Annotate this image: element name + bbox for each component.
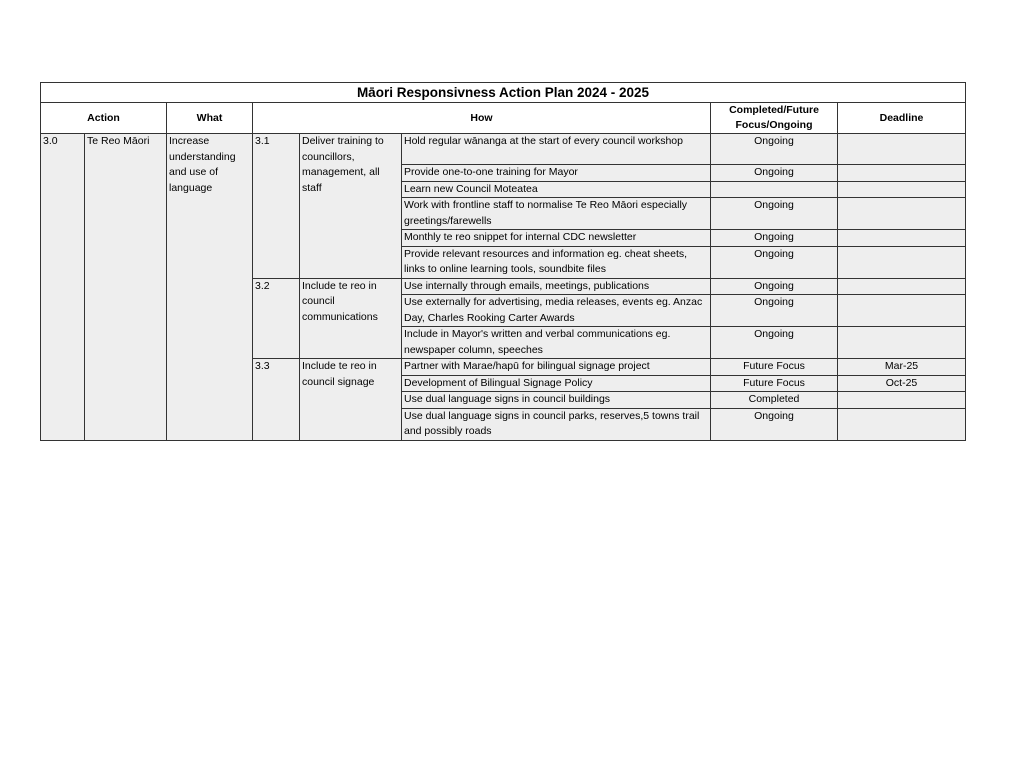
group-number: 3.2	[253, 278, 300, 359]
deadline-cell: Oct-25	[838, 375, 966, 392]
deadline-cell	[838, 327, 966, 359]
status-cell: Ongoing	[711, 230, 838, 247]
deadline-cell	[838, 295, 966, 327]
status-cell: Ongoing	[711, 246, 838, 278]
status-cell: Ongoing	[711, 295, 838, 327]
deadline-cell	[838, 278, 966, 295]
deadline-cell	[838, 181, 966, 198]
how-item: Use dual language signs in council buildings	[402, 392, 711, 409]
group-description: Include te reo in council communications	[300, 278, 402, 359]
how-item: Provide one-to-one training for Mayor	[402, 165, 711, 182]
status-cell: Ongoing	[711, 134, 838, 165]
status-cell: Ongoing	[711, 165, 838, 182]
how-item: Use externally for advertising, media releases, events eg. Anzac Day, Charles Rooking Carter Awards	[402, 295, 711, 327]
deadline-cell	[838, 246, 966, 278]
status-cell: Future Focus	[711, 359, 838, 376]
header-status: Completed/Future Focus/Ongoing	[711, 103, 838, 134]
status-cell: Ongoing	[711, 278, 838, 295]
how-item: Hold regular wānanga at the start of every council workshop	[402, 134, 711, 165]
deadline-cell	[838, 230, 966, 247]
header-what: What	[167, 103, 253, 134]
action-plan-table	[40, 82, 966, 441]
deadline-cell	[838, 165, 966, 182]
deadline-cell	[838, 134, 966, 165]
what-text: Increase understanding and use of language	[167, 134, 253, 441]
how-item: Use dual language signs in council parks, reserves,5 towns trail and possibly roads	[402, 408, 711, 440]
table-row	[41, 134, 966, 165]
action-number: 3.0	[41, 134, 85, 441]
deadline-cell	[838, 392, 966, 409]
group-number: 3.1	[253, 134, 300, 279]
group-description: Deliver training to councillors, management, all staff	[300, 134, 402, 279]
status-cell: Completed	[711, 392, 838, 409]
how-item: Partner with Marae/hapū for bilingual signage project	[402, 359, 711, 376]
status-cell: Ongoing	[711, 327, 838, 359]
group-description: Include te reo in council signage	[300, 359, 402, 441]
status-cell	[711, 181, 838, 198]
status-cell: Ongoing	[711, 198, 838, 230]
header-deadline: Deadline	[838, 103, 966, 134]
how-item: Learn new Council Moteatea	[402, 181, 711, 198]
deadline-cell: Mar-25	[838, 359, 966, 376]
how-item: Work with frontline staff to normalise Te Reo Māori especially greetings/farewells	[402, 198, 711, 230]
header-how: How	[253, 103, 711, 134]
how-item: Monthly te reo snippet for internal CDC newsletter	[402, 230, 711, 247]
how-item: Include in Mayor's written and verbal communications eg. newspaper column, speeches	[402, 327, 711, 359]
header-action: Action	[41, 103, 167, 134]
action-name: Te Reo Māori	[85, 134, 167, 441]
status-cell: Future Focus	[711, 375, 838, 392]
status-cell: Ongoing	[711, 408, 838, 440]
deadline-cell	[838, 198, 966, 230]
how-item: Use internally through emails, meetings, publications	[402, 278, 711, 295]
table-title: Māori Responsivness Action Plan 2024 - 2025	[41, 83, 966, 103]
how-item: Development of Bilingual Signage Policy	[402, 375, 711, 392]
deadline-cell	[838, 408, 966, 440]
group-number: 3.3	[253, 359, 300, 441]
how-item: Provide relevant resources and information eg. cheat sheets, links to online learning tools, soundbite files	[402, 246, 711, 278]
